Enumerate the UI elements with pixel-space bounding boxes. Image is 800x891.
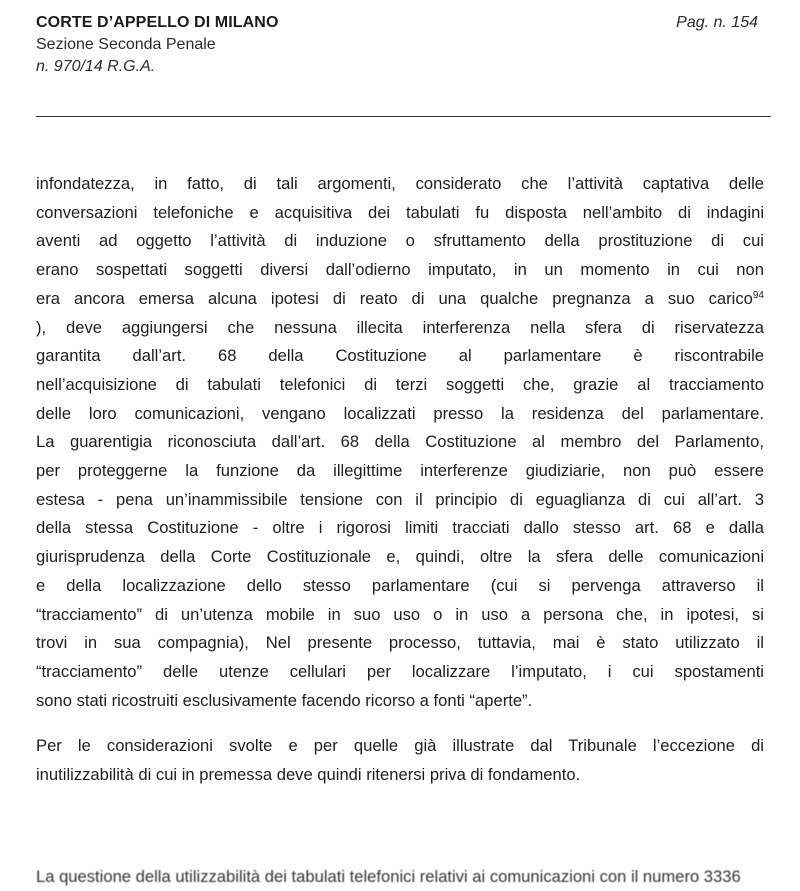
cut-off-text: La questione della utilizzabilità dei tabulati telefonici relativi ai comunicazioni con il numero 3336 xyxy=(36,867,741,886)
text-line-with-footnote xyxy=(36,285,764,314)
text-line: trovi in sua compagnia), Nel presente processo, tuttavia, mai è stato utilizzato il xyxy=(36,633,764,653)
text-line: giurisprudenza della Corte Costituzionale e, quindi, oltre la sfera delle comunicazioni xyxy=(36,547,764,567)
text-line: e della localizzazione dello stesso parlamentare (cui si pervenga attraverso il xyxy=(36,575,764,595)
paragraph-2 xyxy=(36,732,764,789)
court-section: Sezione Seconda Penale xyxy=(36,36,216,53)
text-line: erano sospettati soggetti diversi dall’odierno imputato, in un momento in cui non xyxy=(36,260,764,280)
paragraph-1 xyxy=(36,170,764,715)
footnote-reference: 94 xyxy=(752,289,764,301)
text-line: “tracciamento” delle utenze cellulari per localizzare l’imputato, i cui spostamenti xyxy=(36,661,764,681)
court-name: CORTE D’APPELLO DI MILANO xyxy=(36,14,279,31)
text-line: Per le considerazioni svolte e per quelle già illustrate dal Tribunale l’eccezione di xyxy=(36,736,764,756)
document-body xyxy=(36,170,764,790)
text-line: sono stati ricostruiti esclusivamente facendo ricorso a fonti “aperte”. xyxy=(36,690,533,710)
text-line: aventi ad oggetto l’attività di induzione o sfruttamento della prostituzione di cui xyxy=(36,231,764,251)
text-line: nell’acquisizione di tabulati telefonici di terzi soggetti che, grazie al tracciamento xyxy=(36,374,764,394)
text-line: infondatezza, in fatto, di tali argomenti, considerato che l’attività captativa delle xyxy=(36,174,764,193)
text-line: conversazioni telefoniche e acquisitiva dei tabulati fu disposta nell’ambito di indagini xyxy=(36,202,764,222)
text-line: ), deve aggiungersi che nessuna illecita interferenza nella sfera di riservatezza xyxy=(36,317,764,337)
text-line: La guarentigia riconosciuta dall’art. 68 della Costituzione al membro del Parlamento, xyxy=(36,432,764,452)
header-divider xyxy=(36,116,771,117)
page-header xyxy=(36,12,766,78)
case-number: n. 970/14 R.G.A. xyxy=(36,58,156,75)
text-line: estesa - pena un’inammissibile tensione con il principio di eguaglianza di cui all’art. 3 xyxy=(36,489,764,509)
text-line: inutilizzabilità di cui in premessa deve quindi ritenersi priva di fondamento. xyxy=(36,765,581,785)
text-line: della stessa Costituzione - oltre i rigorosi limiti tracciati dallo stesso art. 68 e dalla xyxy=(36,518,764,538)
text-line: garantita dall’art. 68 della Costituzione al parlamentare è riscontrabile xyxy=(36,346,764,366)
text-line: delle loro comunicazioni, vengano localizzati presso la residenza del parlamentare. xyxy=(36,403,764,423)
text-line: “tracciamento” di un’utenza mobile in suo uso o in uso a persona che, in ipotesi, si xyxy=(36,604,764,624)
cut-off-line xyxy=(36,863,764,886)
text-line: per proteggerne la funzione da illegittime interferenze giudiziarie, non può essere xyxy=(36,461,764,481)
text-line: era ancora emersa alcuna ipotesi di reato di una qualche pregnanza a suo carico xyxy=(36,288,753,308)
page-number: Pag. n. 154 xyxy=(676,14,758,31)
